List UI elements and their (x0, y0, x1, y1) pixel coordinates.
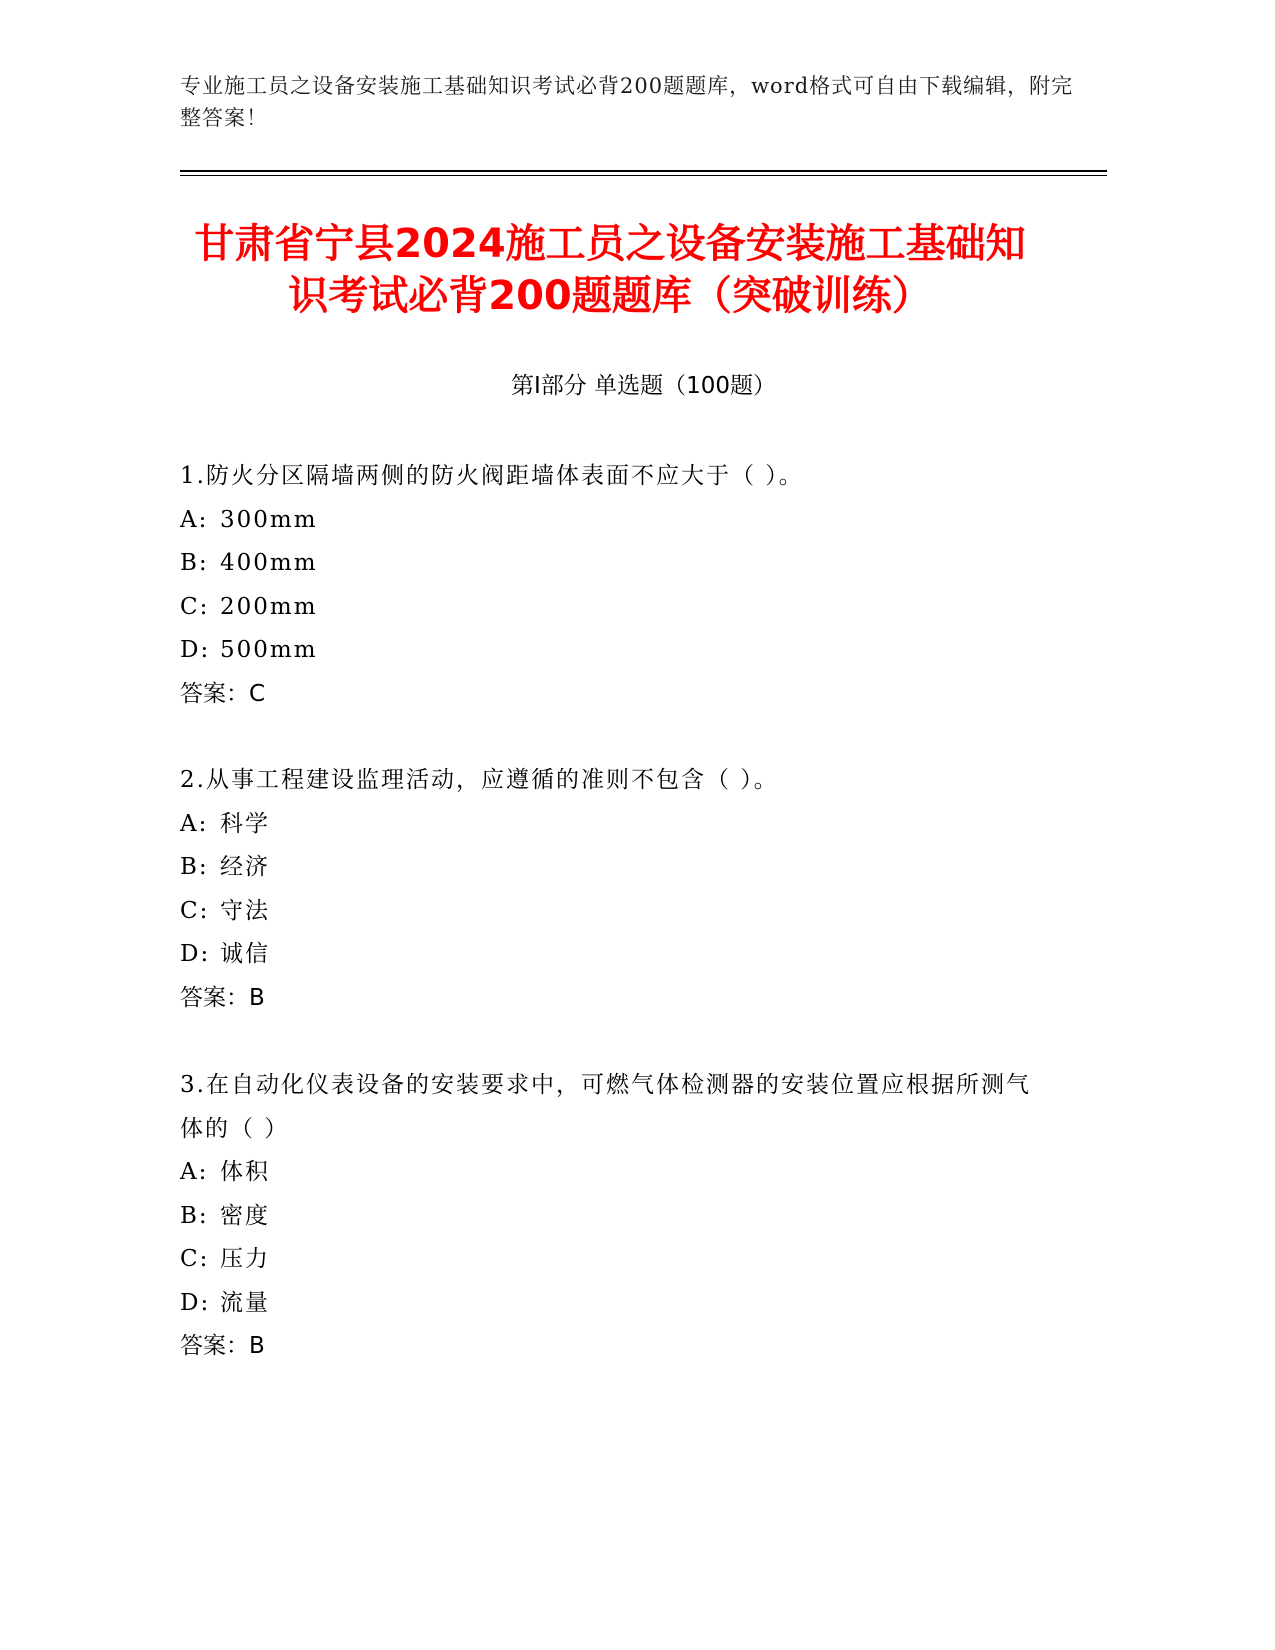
option-text: 压力 (220, 1246, 270, 1272)
answer: 答案：B (180, 1333, 265, 1359)
question-3 (180, 1064, 1040, 1369)
option-label: A: (180, 1159, 209, 1185)
option-d (180, 629, 1040, 673)
document-title: 甘肃省宁县2024施工员之设备安装施工基础知识考试必背200题题库（突破训练） (194, 221, 1026, 319)
option-c (180, 890, 1040, 934)
option-label: B: (180, 1202, 209, 1229)
option-label: D: (180, 637, 211, 663)
header-rule-thin (180, 175, 1107, 176)
option-d (180, 933, 1040, 977)
option-label: D: (180, 941, 211, 967)
question-stem: 1.防火分区隔墙两侧的防火阀距墙体表面不应大于（ ）。 (180, 463, 804, 489)
question-stem: 3.在自动化仪表设备的安装要求中，可燃气体检测器的安装位置应根据所测气体的（ ） (180, 1072, 1031, 1142)
option-text: 流量 (220, 1289, 270, 1316)
option-text: 500mm (220, 637, 318, 663)
question-stem: 2.从事工程建设监理活动，应遵循的准则不包含（ ）。 (180, 767, 779, 793)
option-label: A: (180, 506, 209, 533)
option-a (180, 803, 1040, 847)
option-label: C: (180, 1246, 210, 1272)
option-label: C: (180, 897, 210, 924)
option-a (180, 499, 1040, 543)
option-label: C: (180, 593, 210, 620)
option-b (180, 846, 1040, 890)
header-note: 专业施工员之设备安装施工基础知识考试必背200题题库，word格式可自由下载编辑，附完整答案！ (180, 74, 1074, 130)
option-text: 经济 (220, 854, 270, 880)
answer: 答案：B (180, 984, 265, 1011)
option-text: 300mm (220, 506, 318, 533)
option-label: D: (180, 1289, 211, 1316)
option-text: 守法 (220, 897, 270, 924)
option-c (180, 586, 1040, 630)
option-a (180, 1151, 1040, 1195)
option-text: 密度 (220, 1202, 270, 1229)
section-title: 第Ⅰ部分 单选题（100题） (511, 373, 776, 399)
option-c (180, 1238, 1040, 1282)
answer: 答案：C (180, 680, 266, 707)
option-label: B: (180, 854, 209, 880)
question-1 (180, 455, 1040, 716)
option-text: 科学 (220, 810, 270, 837)
option-text: 400mm (220, 550, 318, 576)
header-rule-thick (180, 170, 1107, 172)
option-d (180, 1282, 1040, 1326)
option-label: B: (180, 550, 209, 576)
option-b (180, 1195, 1040, 1239)
option-text: 体积 (220, 1159, 270, 1185)
option-label: A: (180, 810, 209, 837)
option-text: 诚信 (220, 941, 270, 967)
option-text: 200mm (220, 593, 318, 620)
question-2 (180, 759, 1040, 1020)
option-b (180, 542, 1040, 586)
